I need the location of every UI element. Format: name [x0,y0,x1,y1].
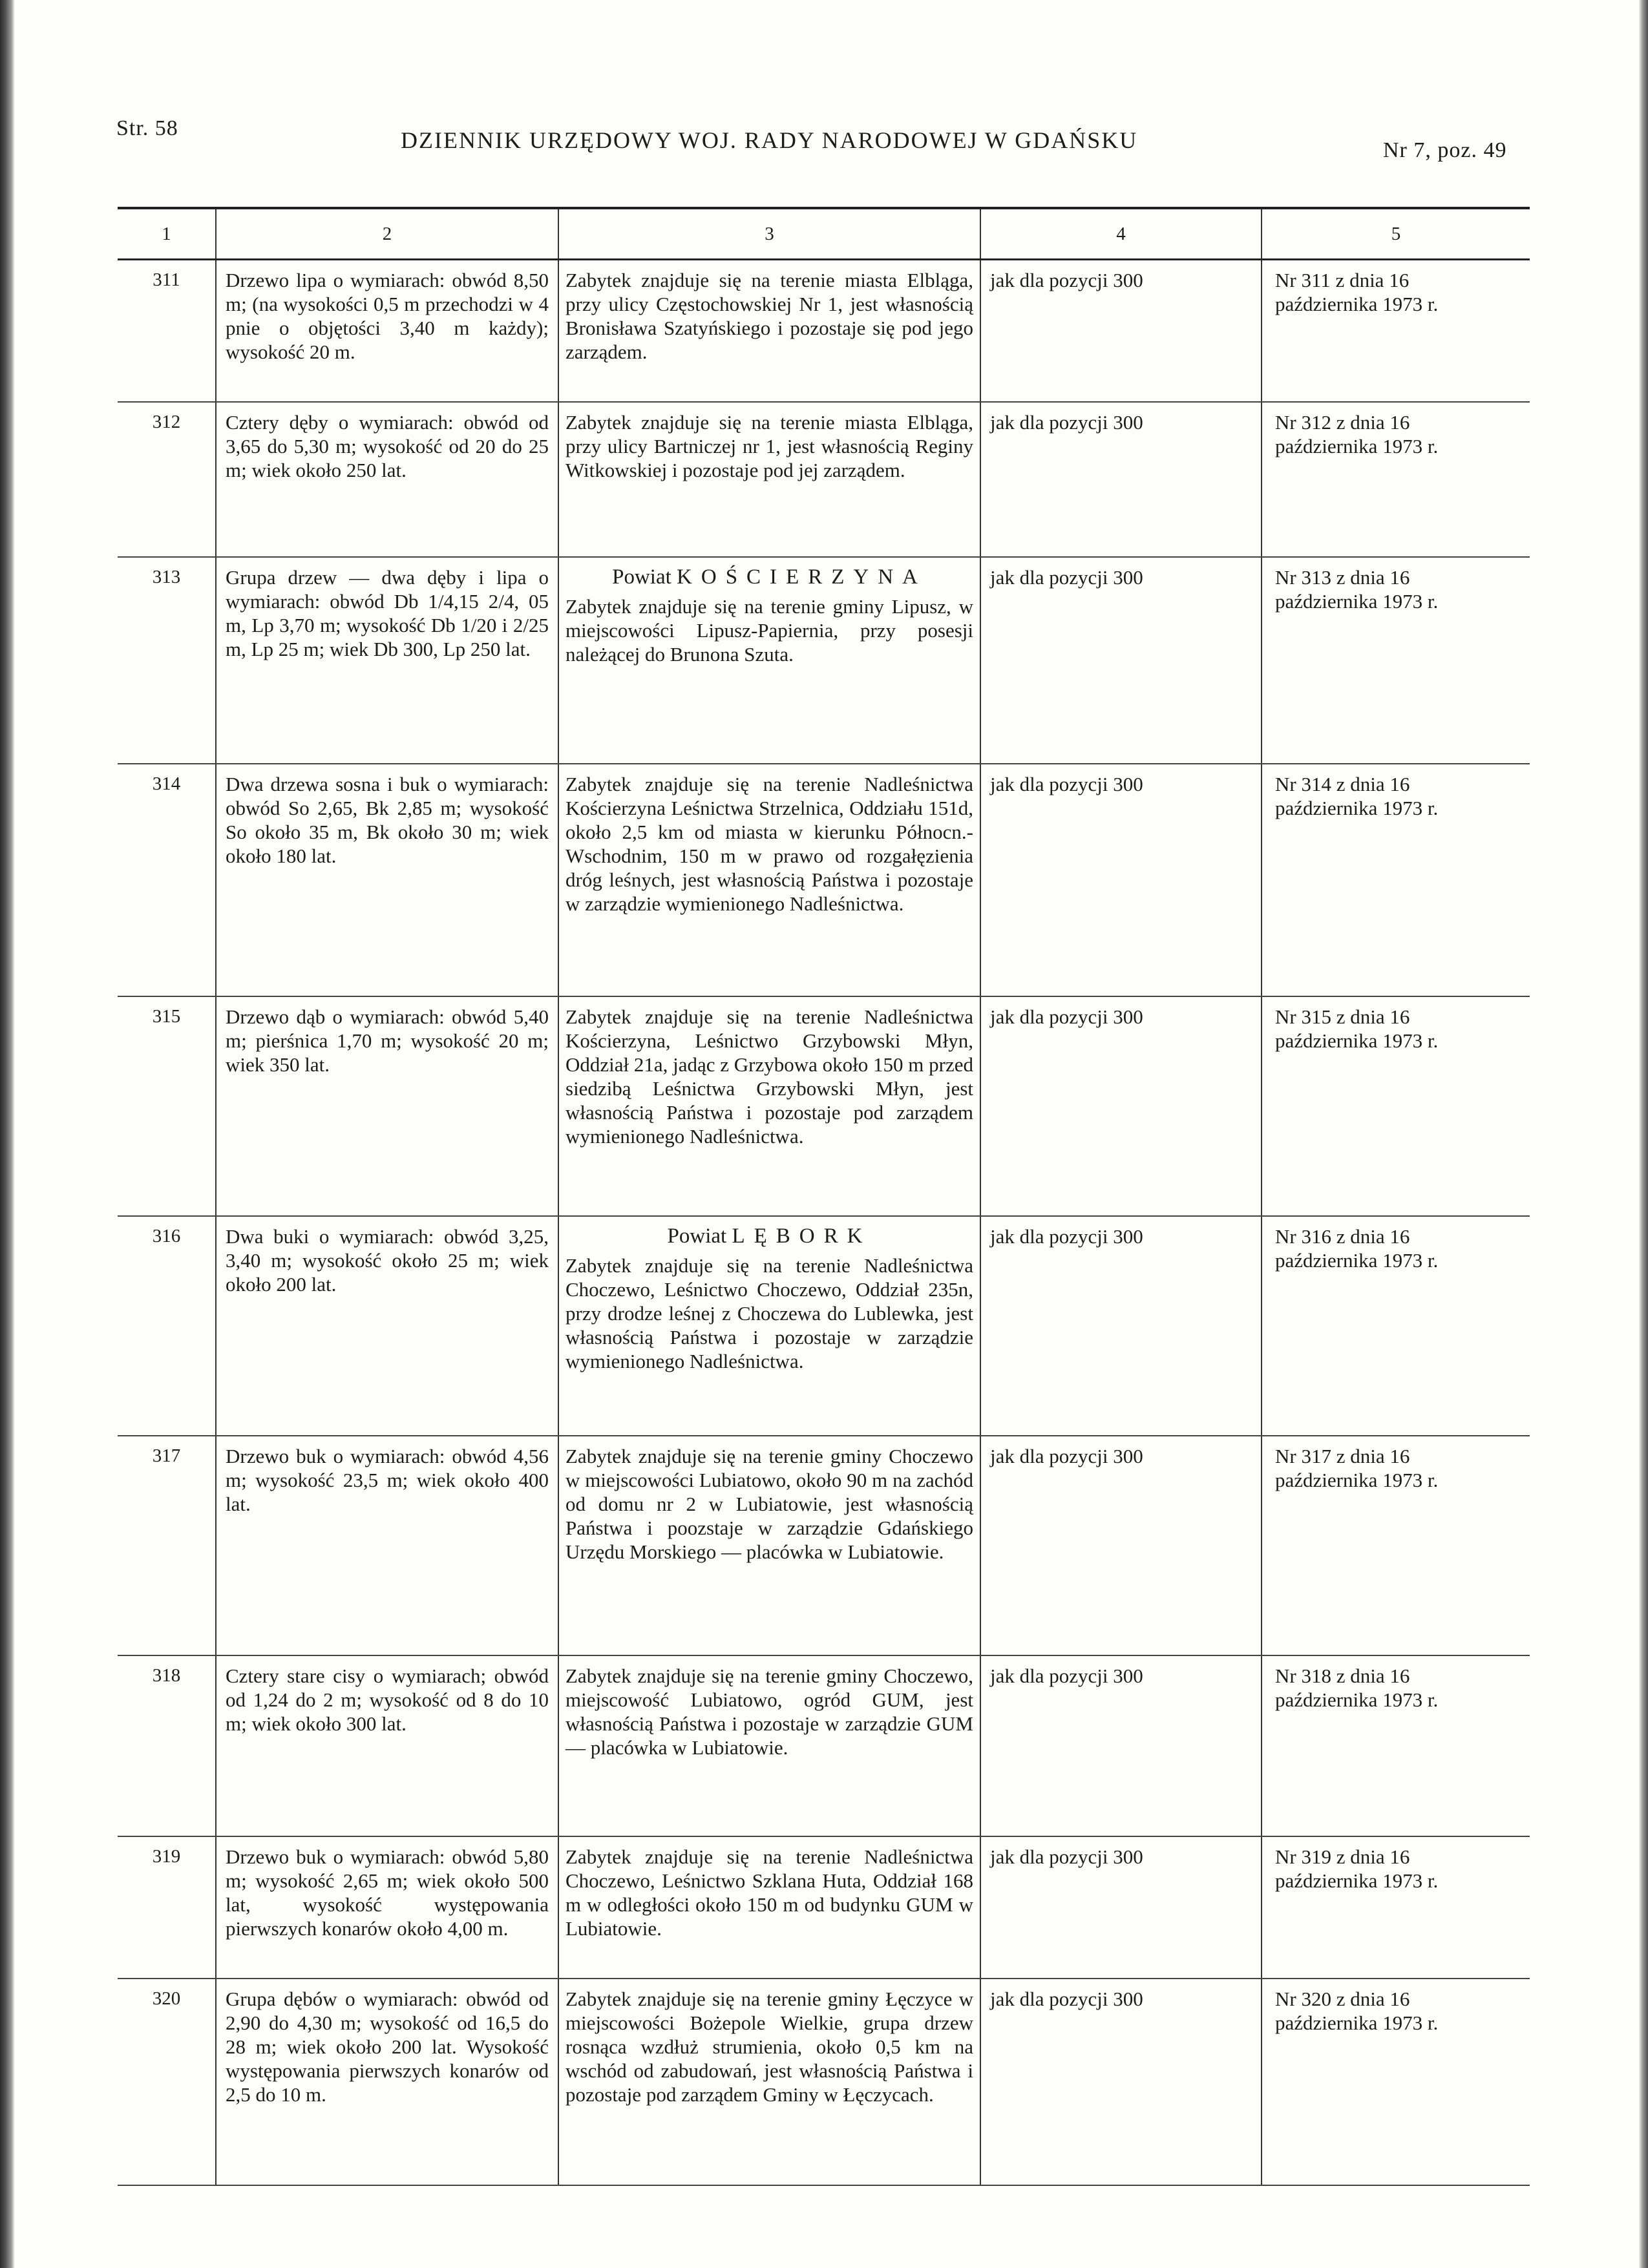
protection-status: jak dla pozycji 300 [980,557,1262,764]
location-cell [558,764,980,996]
location-cell [558,402,980,557]
page-number: Str. 58 [116,116,178,140]
location-cell [558,1836,980,1979]
decision-reference [1262,764,1530,996]
location-cell [558,557,980,764]
scan-shadow-right [1639,0,1648,2268]
entry-number: 314 [118,764,216,996]
decision-number: Nr 319 z dnia 16 [1275,1845,1410,1868]
entry-number: 319 [118,1836,216,1979]
table-row [118,1836,1530,1979]
table-row [118,260,1530,402]
entry-number: 313 [118,557,216,764]
entry-number: 320 [118,1979,216,2185]
tree-description: Dwa buki o wymiarach: obwód 3,25, 3,40 m; wysokość około 25 m; wiek około 200 lat. [216,1216,558,1436]
decision-date: października 1973 r. [1275,1468,1439,1491]
decision-number: Nr 316 z dnia 16 [1275,1224,1410,1248]
protection-status: jak dla pozycji 300 [980,1216,1262,1436]
location-text: Zabytek znajduje się na terenie gminy Łęczyce w miejscowości Bożepole Wielkie, grupa drzew rosnąca wzdłuż strumienia, około 0,5 km na wschód od zabudowań, jest własnością Państwa i pozostaje pod zarządem Gminy w Łęczycach. [565,1987,973,2106]
issue-number: Nr 7, poz. 49 [1383,138,1507,162]
decision-number: Nr 311 z dnia 16 [1275,269,1410,291]
tree-description: Dwa drzewa sosna i buk o wymiarach: obwód So 2,65, Bk 2,85 m; wysokość So około 35 m, Bk około 30 m; wiek około 180 lat. [216,764,558,996]
tree-description: Cztery dęby o wymiarach: obwód od 3,65 do 5,30 m; wysokość od 20 do 25 m; wiek około 250 lat. [216,402,558,557]
column-header: 1 [118,208,216,260]
table-header-row [118,208,1530,260]
decision-number: Nr 320 z dnia 16 [1275,1987,1410,2010]
protection-status: jak dla pozycji 300 [980,1836,1262,1979]
protection-status: jak dla pozycji 300 [980,260,1262,402]
location-cell [558,996,980,1216]
decision-reference [1262,260,1530,402]
entry-number: 317 [118,1436,216,1655]
decision-reference [1262,1655,1530,1836]
protection-status: jak dla pozycji 300 [980,1436,1262,1655]
decision-reference [1262,1436,1530,1655]
decision-date: października 1973 r. [1275,2011,1439,2034]
location-text: Zabytek znajduje się na terenie Nadleśnictwa Kościerzyna, Leśnictwo Grzybowski Młyn, Oddział 21a, jadąc z Grzybowa około 150 m przed siedzibą Leśnictwa Grzybowski Młyn, jest własnością Państwa i pozostaje pod zarządem wymienionego Nadleśnictwa. [565,1005,973,1148]
decision-reference [1262,996,1530,1216]
decision-date: października 1973 r. [1275,1688,1439,1711]
location-text: Zabytek znajduje się na terenie Nadleśnictwa Kościerzyna Leśnictwa Strzelnica, Oddziału 151d, około 2,5 km od miasta w kierunku Północn.-Wschodnim, 150 m w prawo od rozgałęzienia dróg leśnych, jest własnością Państwa i pozostaje w zarządzie wymienionego Nadleśnictwa. [565,772,973,915]
district-name: KOŚCIERZYNA [677,565,927,589]
decision-date: października 1973 r. [1275,293,1439,315]
column-header: 3 [558,208,980,260]
decision-number: Nr 314 z dnia 16 [1275,772,1410,795]
decision-date: października 1973 r. [1275,1248,1439,1272]
district-name: LĘBORK [732,1224,872,1248]
location-text: Zabytek znajduje się na terenie gminy Lipusz, w miejscowości Lipusz-Papiernia, przy posesji należącej do Brunona Szuta. [565,594,973,666]
table-row [118,1655,1530,1836]
decision-date: października 1973 r. [1275,589,1439,613]
decision-date: października 1973 r. [1275,1869,1439,1892]
decision-reference [1262,557,1530,764]
district-heading [565,1224,973,1248]
decision-date: października 1973 r. [1275,1029,1439,1052]
district-label: Powiat [667,1224,727,1248]
decision-reference [1262,402,1530,557]
entry-number: 318 [118,1655,216,1836]
protection-status: jak dla pozycji 300 [980,996,1262,1216]
table-row [118,764,1530,996]
location-text: Zabytek znajduje się na terenie Nadleśnictwa Choczewo, Leśnictwo Choczewo, Oddział 235n, przy drodze leśnej z Choczewa do Lublewka, jest własnością Państwa i pozostaje w zarządzie wymienionego Nadleśnictwa. [565,1254,973,1372]
decision-number: Nr 318 z dnia 16 [1275,1664,1410,1687]
district-label: Powiat [612,565,671,589]
decision-number: Nr 317 z dnia 16 [1275,1444,1410,1467]
location-text: Zabytek znajduje się na terenie miasta Elbląga, przy ulicy Bartniczej nr 1, jest własnością Reginy Witkowskiej i pozostaje pod jej zarządem. [565,410,973,481]
decision-date: października 1973 r. [1275,434,1439,457]
entry-number: 315 [118,996,216,1216]
decision-reference [1262,1979,1530,2185]
district-heading [565,565,973,589]
scan-shadow-left [0,0,14,2268]
protection-status: jak dla pozycji 300 [980,1655,1262,1836]
decision-number: Nr 313 z dnia 16 [1275,565,1410,589]
decision-reference [1262,1836,1530,1979]
location-text: Zabytek znajduje się na terenie gminy Choczewo w miejscowości Lubiatowo, około 90 m na zachód od domu nr 2 w Lubiatowie, jest własnością Państwa i poozstaje w zarządzie Gdańskiego Urzędu Morskiego — placówka w Lubiatowie. [565,1444,973,1563]
table-row [118,1436,1530,1655]
tree-description: Drzewo dąb o wymiarach: obwód 5,40 m; pierśnica 1,70 m; wysokość 20 m; wiek 350 lat. [216,996,558,1216]
column-header: 5 [1262,208,1530,260]
tree-description: Drzewo lipa o wymiarach: obwód 8,50 m; (na wysokości 0,5 m przechodzi w 4 pnie o objętości 3,40 m każdy); wysokość 20 m. [216,260,558,402]
table-row [118,1216,1530,1436]
journal-title: DZIENNIK URZĘDOWY WOJ. RADY NARODOWEJ W GDAŃSKU [401,127,1138,153]
entry-number: 316 [118,1216,216,1436]
location-cell [558,1655,980,1836]
table-row [118,557,1530,764]
entry-number: 312 [118,402,216,557]
tree-description: Grupa drzew — dwa dęby i lipa o wymiarach: obwód Db 1/4,15 2/4, 05 m, Lp 3,70 m; wysokość Db 1/20 i 2/25 m, Lp 25 m; wiek Db 300, Lp 250 lat. [216,557,558,764]
location-cell [558,260,980,402]
decision-number: Nr 315 z dnia 16 [1275,1005,1410,1028]
protection-status: jak dla pozycji 300 [980,402,1262,557]
protection-status: jak dla pozycji 300 [980,764,1262,996]
table-row [118,402,1530,557]
location-text: Zabytek znajduje się na terenie Nadleśnictwa Choczewo, Leśnictwo Szklana Huta, Oddział 168 m w odległości około 150 m od budynku GUM w Lubiatowie. [565,1845,973,1940]
tree-description: Drzewo buk o wymiarach: obwód 4,56 m; wysokość 23,5 m; wiek około 400 lat. [216,1436,558,1655]
decision-reference [1262,1216,1530,1436]
entry-number: 311 [118,260,216,402]
table-row [118,1979,1530,2185]
location-text: Zabytek znajduje się na terenie miasta Elbląga, przy ulicy Częstochowskiej Nr 1, jest własnością Bronisława Szatyńskiego i pozostaje się pod jego zarządem. [565,269,973,363]
column-header: 2 [216,208,558,260]
location-text: Zabytek znajduje się na terenie gminy Choczewo, miejscowość Lubiatowo, ogród GUM, jest własnością Państwa i pozostaje w zarządzie GUM — placówka w Lubiatowie. [565,1664,973,1759]
tree-description: Drzewo buk o wymiarach: obwód 5,80 m; wysokość 2,65 m; wiek około 500 lat, wysokość występowania pierwszych konarów około 4,00 m. [216,1836,558,1979]
location-cell [558,1436,980,1655]
decision-number: Nr 312 z dnia 16 [1275,410,1410,434]
tree-description: Grupa dębów o wymiarach: obwód od 2,90 do 4,30 m; wysokość od 16,5 do 28 m; wiek około 200 lat. Wysokość występowania pierwszych konarów od 2,5 do 10 m. [216,1979,558,2185]
decision-date: października 1973 r. [1275,796,1439,819]
protection-status: jak dla pozycji 300 [980,1979,1262,2185]
column-header: 4 [980,208,1262,260]
location-cell [558,1216,980,1436]
location-cell [558,1979,980,2185]
table-row [118,996,1530,1216]
tree-description: Cztery stare cisy o wymiarach; obwód od 1,24 do 2 m; wysokość od 8 do 10 m; wiek około 300 lat. [216,1655,558,1836]
monument-register-table [118,207,1530,2186]
